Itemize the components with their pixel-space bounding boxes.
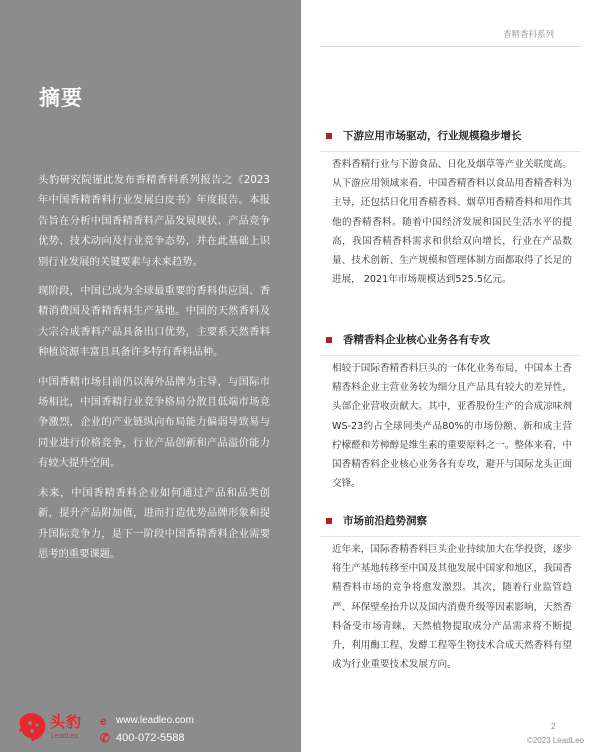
series-label: 香精香料系列 — [502, 30, 554, 40]
section-divider — [320, 536, 581, 537]
copyright: ©2023 LeadLeo — [526, 736, 584, 745]
abstract-title: 摘要 — [39, 86, 83, 110]
abstract-paragraph: 未来，中国香精香料企业如何通过产品和品类创新，提升产品附加值，进而打造优势品牌形象和提升国际竞争力，是下一阶段中国香精香料企业需要思考的重要课题。 — [38, 486, 270, 560]
logo-en: LeadLeo — [51, 733, 79, 740]
website-link[interactable]: www.leadleo.com — [116, 714, 194, 726]
abstract-paragraph: 中国香精市场目前仍以海外品牌为主导，与国际市场相比，中国香精行业竞争格局分散且低端市场竞争激烈，企业的产业链纵向布局能力偏弱导致易与同业进行价格竞争，行业产品创新和产品溢价能力有较大提升空间。 — [38, 375, 270, 470]
section-title-text: 市场前沿趋势洞察 — [343, 515, 427, 527]
section-divider — [320, 151, 581, 152]
phone-row — [100, 730, 194, 745]
section-title-trends — [326, 514, 427, 528]
section-title-core-business — [326, 333, 490, 347]
section-divider — [320, 355, 581, 356]
contact-info — [100, 713, 194, 747]
abstract-paragraph: 现阶段，中国已成为全球最重要的香料供应国、香精消费国及香精香料生产基地。中国的天然香料及大宗合成香料产品具备出口优势，主要系天然香料种植资源丰富且具备许多特有香料品种。 — [38, 285, 270, 359]
phone-number: 400-072-5588 — [116, 731, 185, 744]
section-body-growth: 香料香精行业与下游食品、日化及烟草等产业关联度高。从下游应用领域来看，中国香精香料以食品用香精香料为主导，还包括日化用香精香料、烟草用香精香料和用作其他的香精香料。随着中国经济发展和国民生活水平的提高，我国香精香料需求和供给双向增长，行业在产品数量、技术创新、生产规模和管理体制方面都取得了长足的进展， 2021年市场规模达到525.5亿元。 — [332, 159, 572, 286]
abstract-paragraph: 头豹研究院谨此发布香精香料系列报告之《2023年中国香精香料行业发展白皮书》年度报告。本报告旨在分析中国香精香料产品发展现状、产品竞争优势、技术动向及行业竞争态势，并在此基础上识别行业发展的关键要素与未来趋势。 — [38, 174, 270, 268]
square-bullet-icon — [326, 518, 332, 524]
square-bullet-icon — [326, 337, 332, 343]
e-icon: e — [100, 713, 107, 728]
logo-cn: 头豹 — [50, 713, 83, 731]
page-number: 2 — [551, 722, 556, 731]
section-body-trends: 近年来，国际香精香料巨头企业持续加大在华投资，逐步将生产基地转移至中国及其他发展中国家和地区，我国香精香料市场的竞争将愈发激烈。其次，随着行业监管趋严、环保壁垒抬升以及国内消费升级等因素影响，天然香料备受市场青睐，天然植物提取成分产品需求将不断提升，利用酶工程、发酵工程等生物技术合成天然香料有望成为行业重要技术发展方向。 — [332, 544, 572, 671]
section-title-growth — [326, 129, 522, 143]
leopard-icon — [18, 711, 48, 743]
section-body-core-business: 相较于国际香精香料巨头的一体化业务布局，中国本土香精香料企业主营业务较为细分且产品具有较大的差异性，头部企业营收贡献大。其中，亚香股份生产的合成凉味剂WS-23约占全球同类产品80%的市场份额、新和成主营柠檬醛和芳樟醇是维生素的重要原料之一。整体来看，中国香精香料企业核心业务各有专攻，避开与国际龙头正面交锋。 — [332, 363, 572, 490]
header-divider — [320, 46, 581, 47]
section-title-text: 下游应用市场驱动，行业规模稳步增长 — [343, 130, 522, 142]
square-bullet-icon — [326, 133, 332, 139]
section-title-text: 香精香料企业核心业务各有专攻 — [343, 334, 490, 346]
phone-icon: ✆ — [100, 730, 111, 745]
abstract-body — [38, 170, 270, 573]
website-row[interactable] — [100, 713, 194, 728]
